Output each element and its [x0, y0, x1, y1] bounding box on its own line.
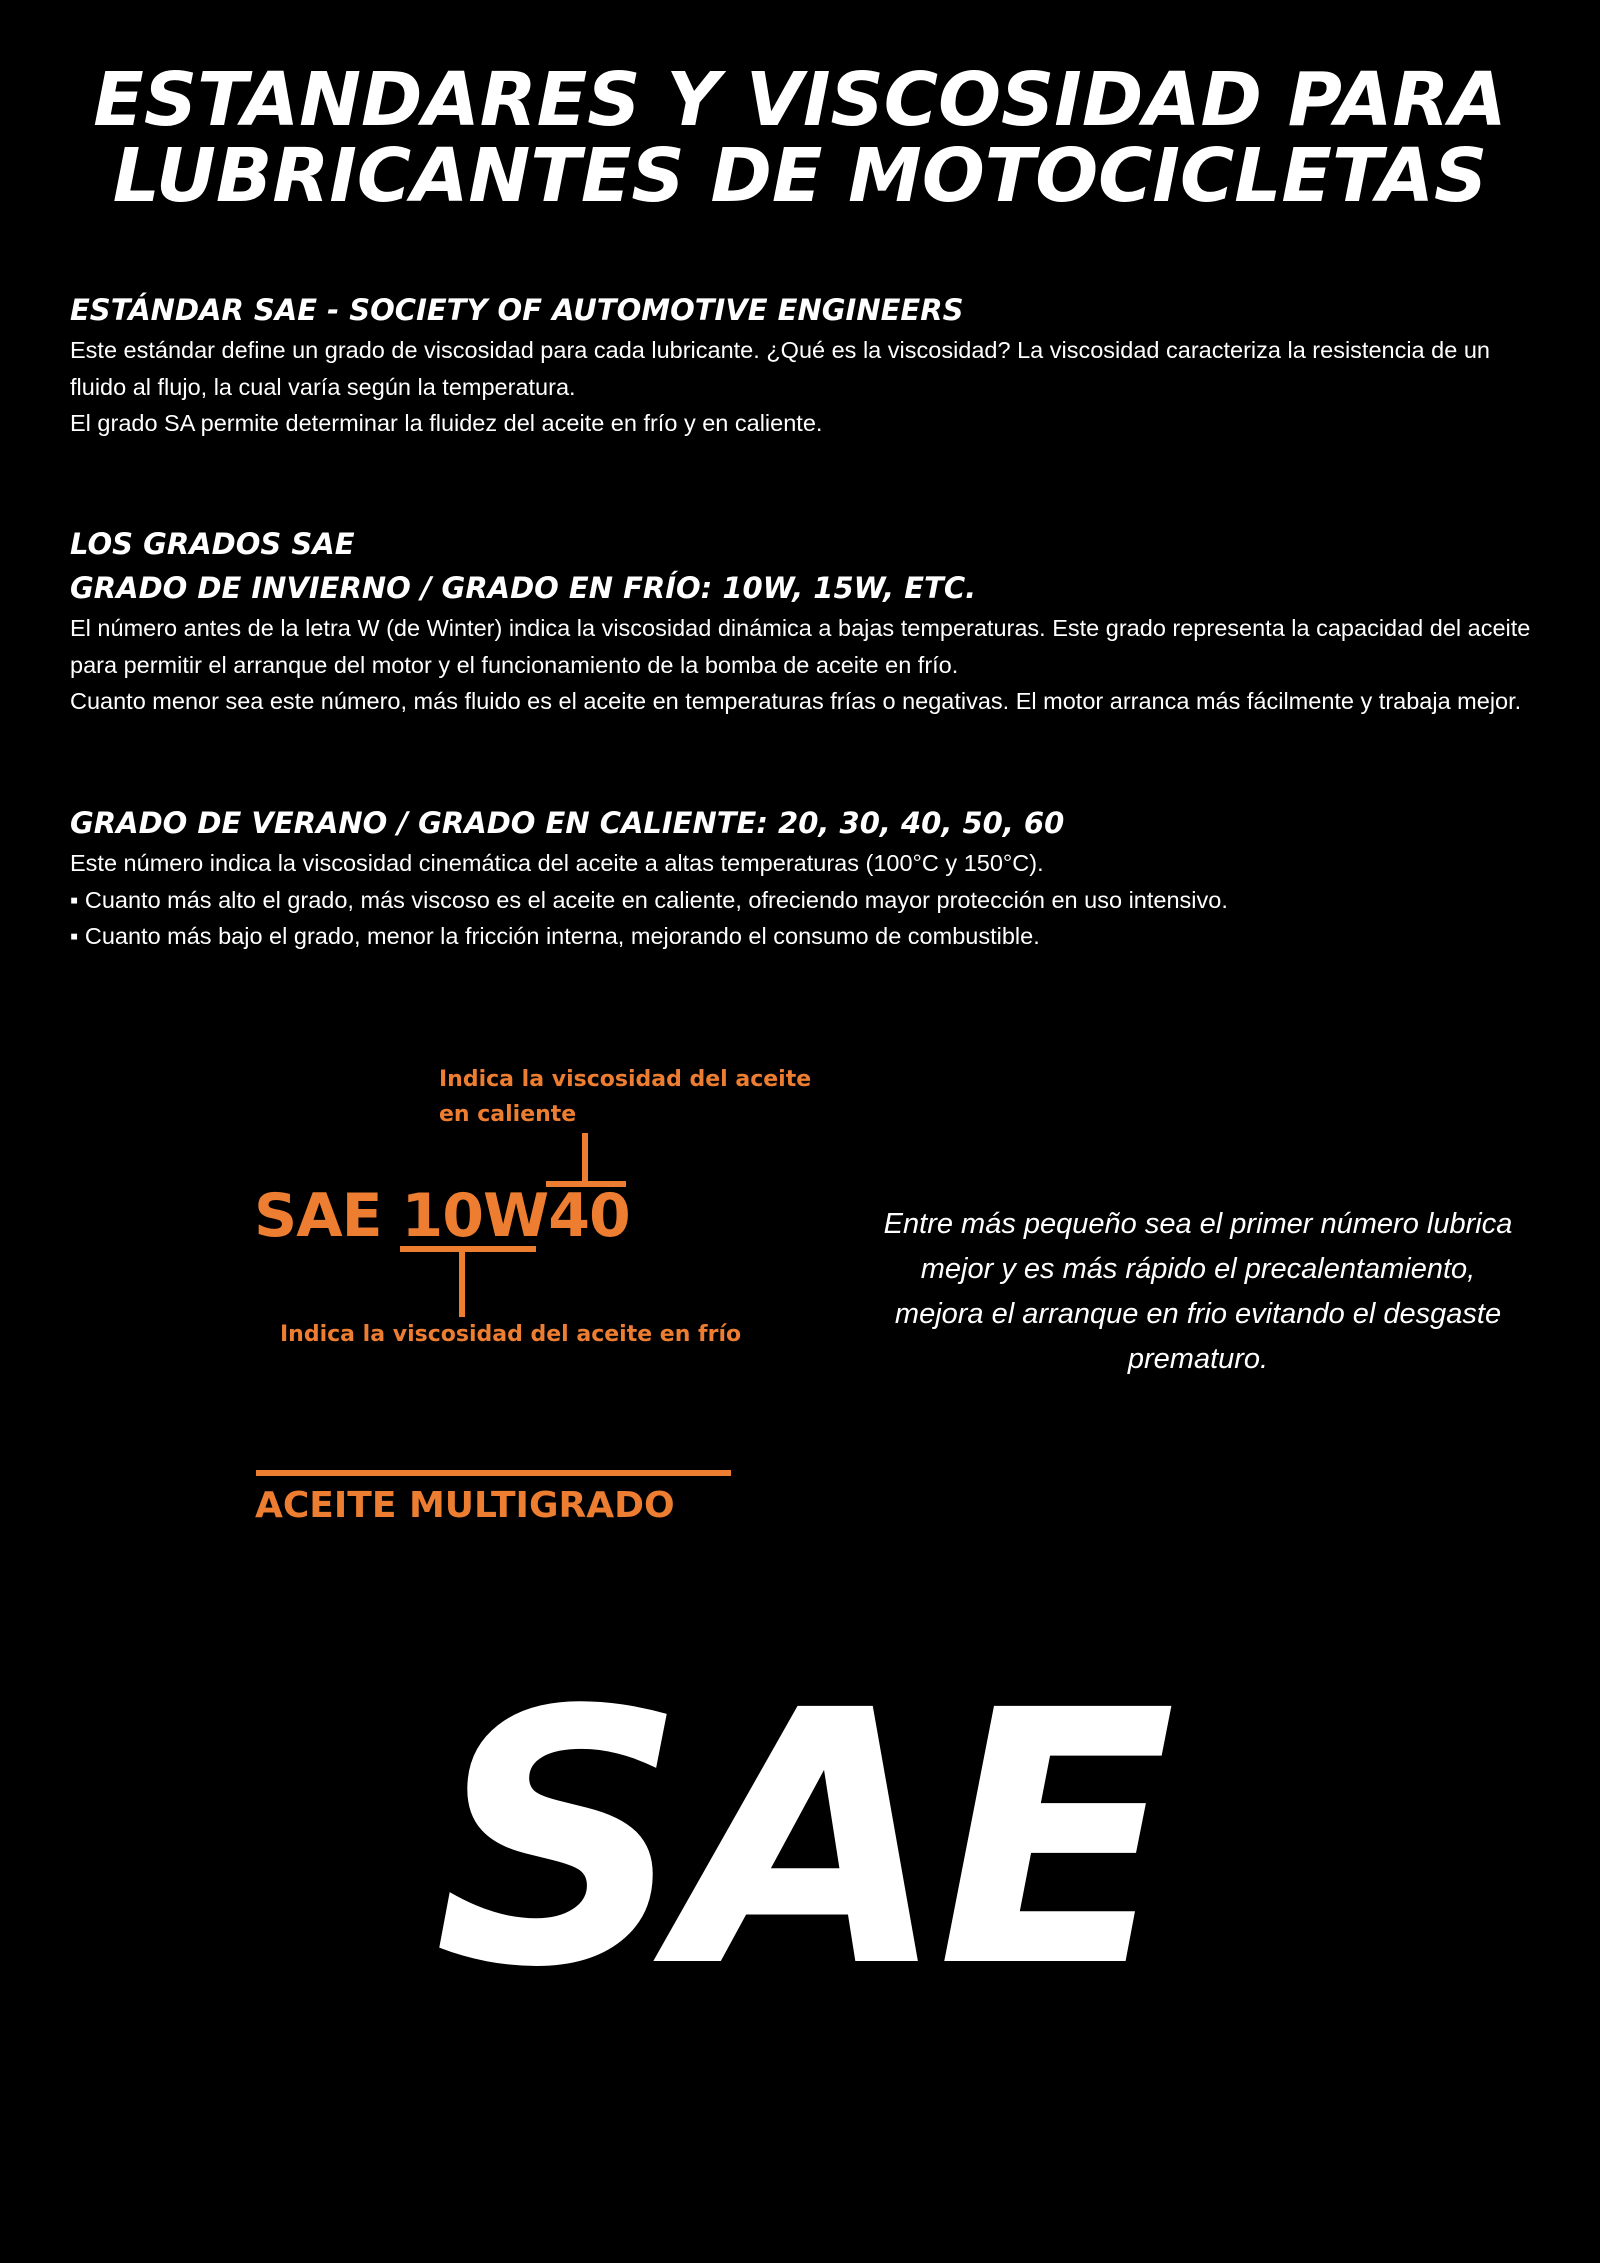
hot-viscosity-label-line-1: Indica la viscosidad del aceite: [439, 1067, 812, 1092]
sae-grades-heading: LOS GRADOS SAE: [70, 527, 355, 561]
sae-standard-text-1: Este estándar define un grado de viscosidad para cada lubricante. ¿Qué es la viscosidad? La viscosidad caracteriza la resistencia de un: [70, 337, 1490, 363]
summer-grade-heading: GRADO DE VERANO / GRADO EN CALIENTE: 20, 30, 40, 50, 60: [70, 806, 1065, 840]
cold-viscosity-label: Indica la viscosidad del aceite en frío: [280, 1322, 742, 1347]
sae-grade-code: [254, 1176, 630, 1256]
page-title: [0, 57, 1600, 219]
summer-grade-section: [70, 801, 1540, 955]
sae-standard-heading: ESTÁNDAR SAE - SOCIETY OF AUTOMOTIVE ENGINEERS: [70, 293, 964, 327]
summer-grade-text-1: Este número indica la viscosidad cinemática del aceite a altas temperaturas (100°C y 150°C).: [70, 850, 1044, 876]
sae-standard-text-2: fluido al flujo, la cual varía según la temperatura.: [70, 373, 576, 400]
sae-code-prefix: SAE: [254, 1181, 402, 1251]
multigrado-label: ACEITE MULTIGRADO: [255, 1485, 675, 1526]
winter-grade-text-2: Cuanto menor sea este número, más fluido es el aceite en temperaturas frías o negativas. El motor arranca más fácilmente y trabaja mejor.: [70, 688, 1522, 714]
side-note: Entre más pequeño sea el primer número lubrica mejor y es más rápido el precalentamiento, mejora el arranque en frio evitando el desgaste prematuro.: [883, 1208, 1513, 1375]
sae-logo: SAE: [433, 1636, 1167, 2044]
sae-code-cold-grade: 10W: [401, 1181, 549, 1251]
sae-code-hot-grade: 40: [548, 1181, 630, 1251]
winter-grade-text-1: El número antes de la letra W (de Winter) indica la viscosidad dinámica a bajas temperaturas. Este grado representa la capacidad del aceite para permitir el arranque del motor y el funcionamiento de la bomba de aceite en frío.: [70, 615, 1531, 678]
sae-standard-text-3: El grado SA permite determinar la fluidez del aceite en frío y en caliente.: [70, 410, 823, 436]
multigrado-divider: [256, 1470, 731, 1476]
sae-standard-section: [70, 288, 1540, 442]
winter-grade-heading: GRADO DE INVIERNO / GRADO EN FRÍO: 10W, 15W, ETC.: [70, 571, 977, 605]
hot-viscosity-label-line-2: en caliente: [439, 1102, 577, 1127]
summer-grade-bullet-2: ▪ Cuanto más bajo el grado, menor la fricción interna, mejorando el consumo de combustible.: [70, 923, 1040, 949]
page-title-line-1: ESTANDARES Y VISCOSIDAD PARA: [93, 57, 1507, 143]
sae-grades-section: [70, 522, 1540, 720]
page-title-line-2: LUBRICANTES DE MOTOCICLETAS: [112, 133, 1488, 219]
summer-grade-bullet-1: ▪ Cuanto más alto el grado, más viscoso es el aceite en caliente, ofreciendo mayor protección en uso intensivo.: [70, 886, 1228, 913]
